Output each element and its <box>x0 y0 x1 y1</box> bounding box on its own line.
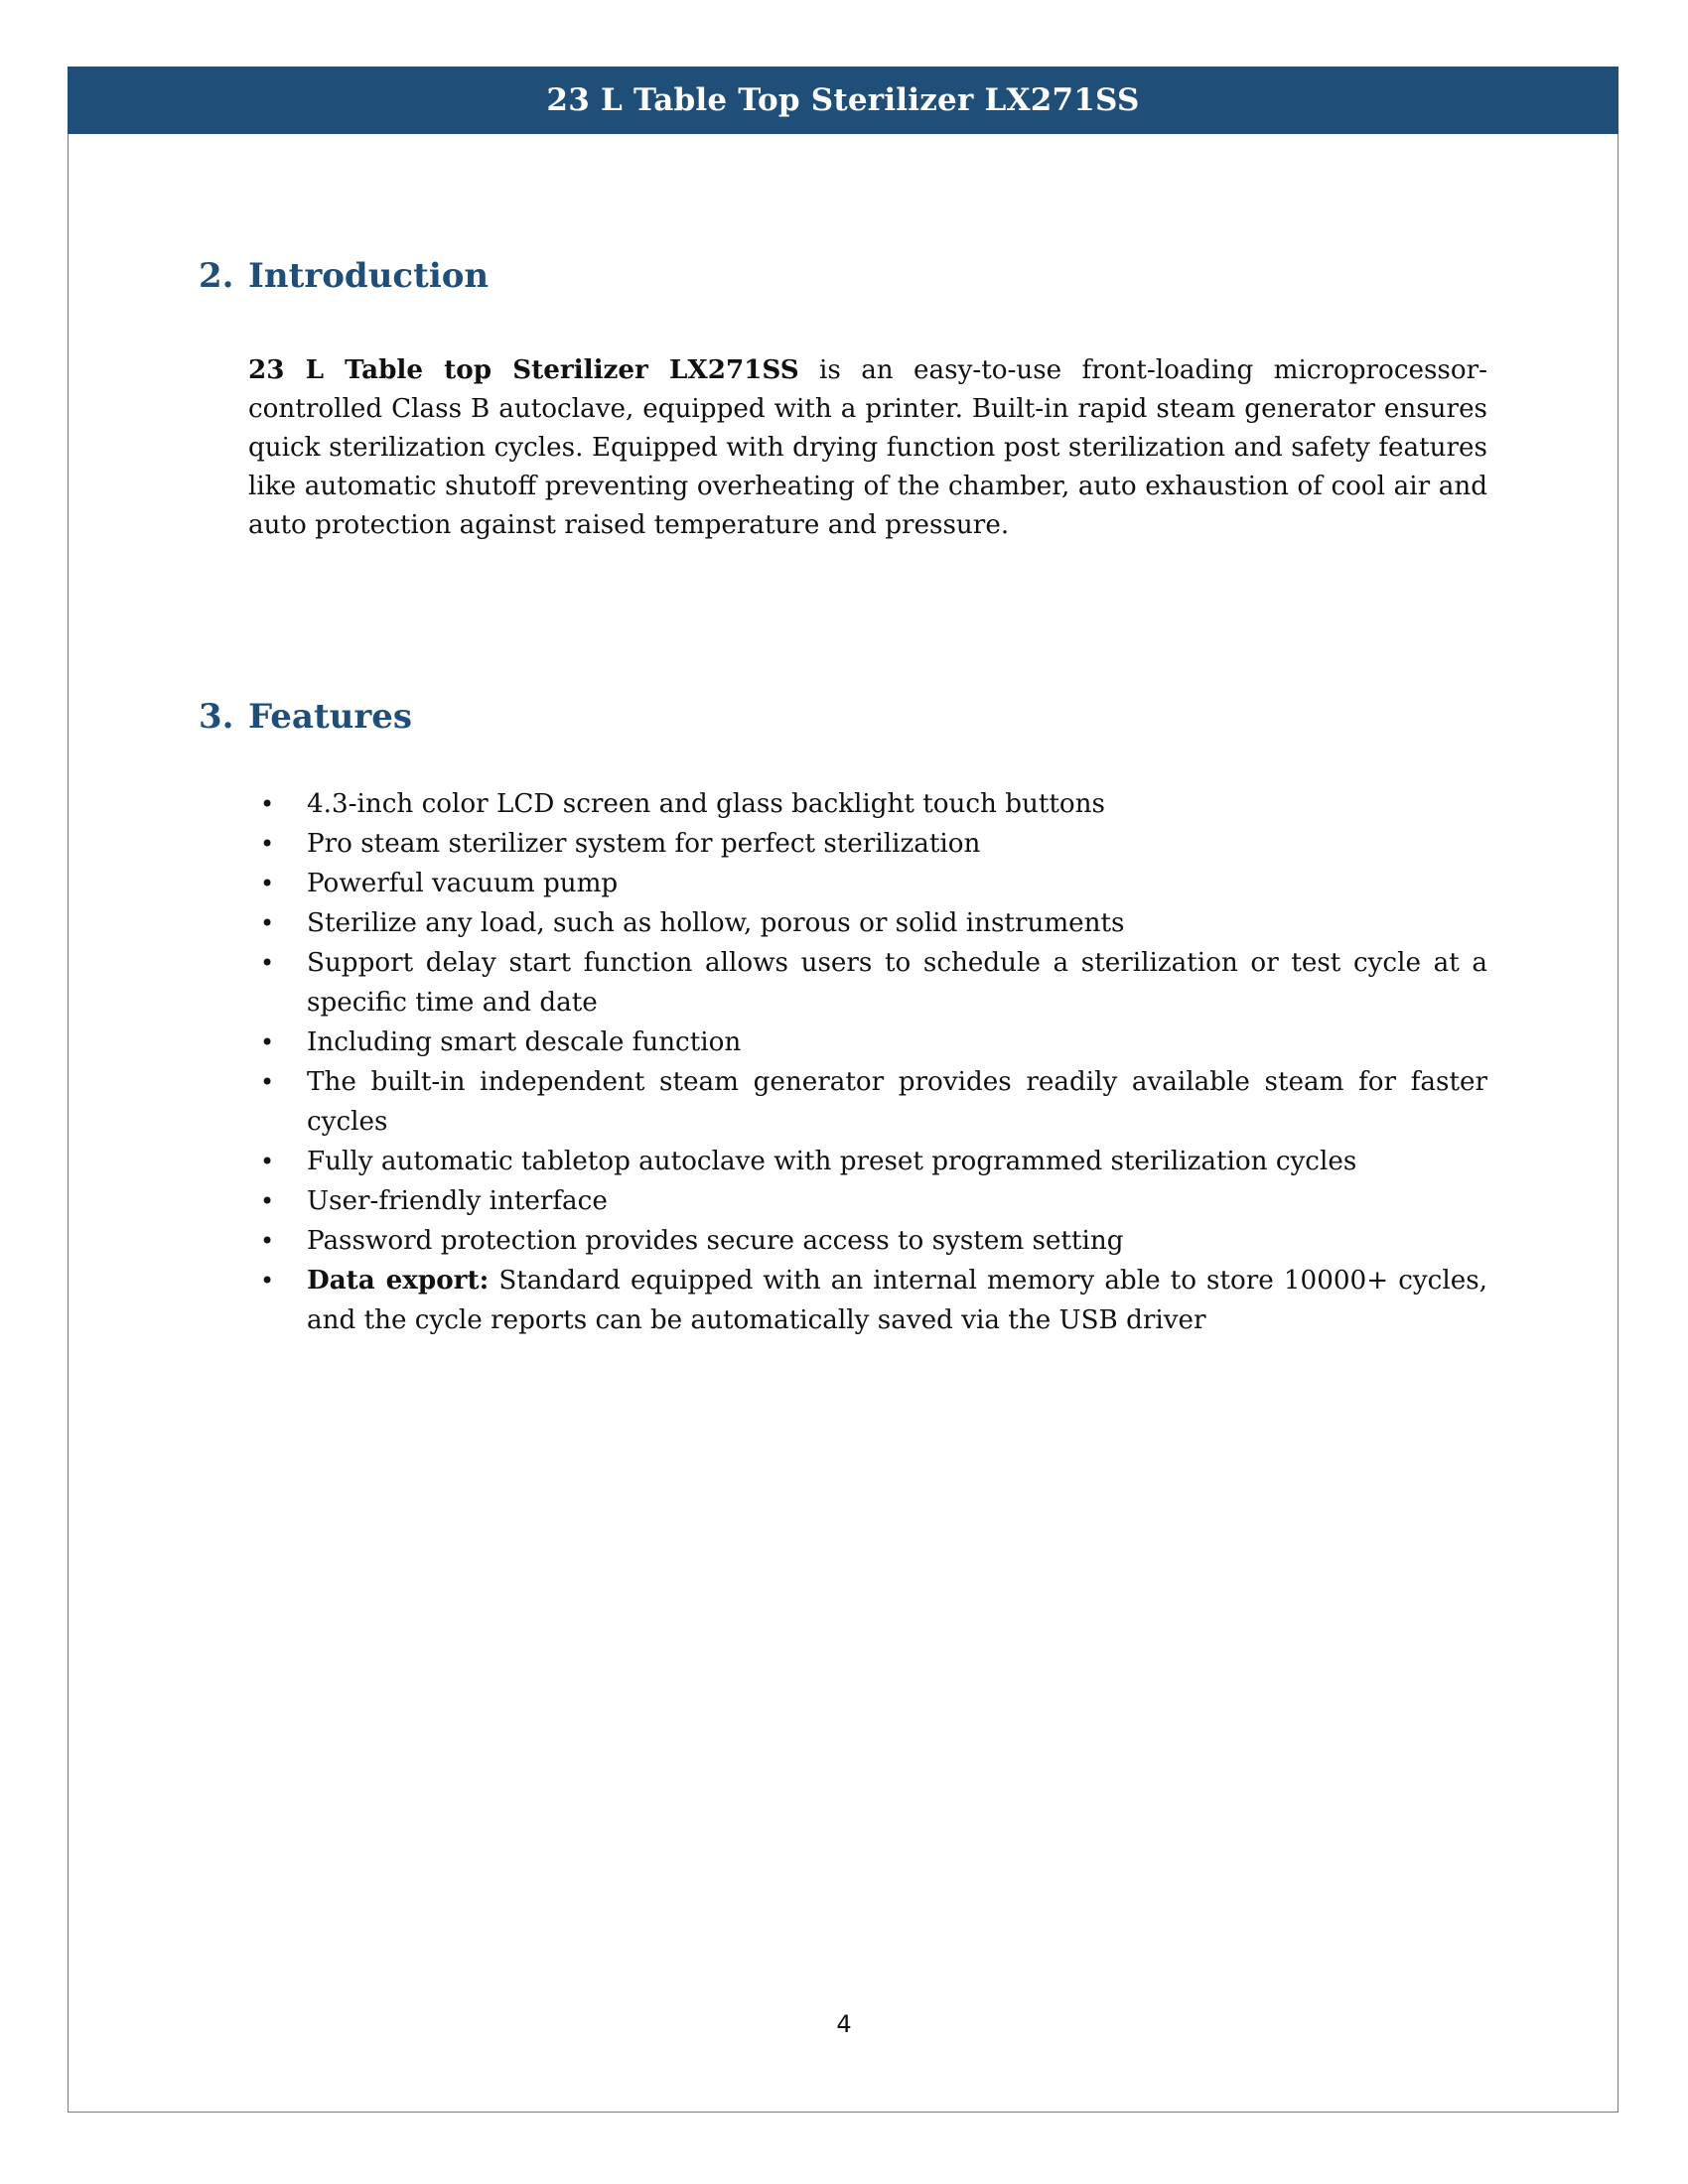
feature-item <box>248 864 1487 903</box>
feature-text: Support delay start function allows users to schedule a sterilization or test cycle at a specific time and date <box>307 948 1487 1018</box>
feature-text: Pro steam sterilizer system for perfect sterilization <box>307 829 981 859</box>
feature-text: Including smart descale function <box>307 1027 742 1057</box>
feature-text: Fully automatic tabletop autoclave with preset programmed sterilization cycles <box>307 1147 1357 1176</box>
bullet-icon: • <box>260 1267 275 1295</box>
features-number: 3. <box>199 697 234 737</box>
bullet-icon: • <box>260 870 275 897</box>
feature-item <box>248 824 1487 864</box>
document-title: 23 L Table Top Sterilizer LX271SS <box>546 82 1140 118</box>
feature-bold-label: Data export: <box>307 1265 490 1296</box>
features-heading <box>199 697 412 737</box>
introduction-title: Introduction <box>248 256 490 296</box>
bullet-icon: • <box>260 1148 275 1175</box>
bullet-icon: • <box>260 1227 275 1255</box>
feature-item <box>248 943 1487 1023</box>
features-title: Features <box>248 697 413 737</box>
feature-item <box>248 1221 1487 1261</box>
feature-item <box>248 1142 1487 1181</box>
feature-item <box>248 784 1487 824</box>
feature-text: The built-in independent steam generator provides readily available steam for faster cycles <box>307 1067 1487 1137</box>
introduction-text: is an easy-to-use front-loading microprocessor-controlled Class B autoclave, equipped with a printer. Built-in rapid steam generator ensures quick sterilization cycles. Equipped with drying function post sterilization and safety features like automatic shutoff preventing overheating of the chamber, auto exhaustion of cool air and auto protection against raised temperature and pressure. <box>248 355 1488 540</box>
introduction-paragraph <box>248 350 1487 545</box>
bullet-icon: • <box>260 1068 275 1096</box>
bullet-icon: • <box>260 1028 275 1056</box>
feature-text: 4.3-inch color LCD screen and glass backlight touch buttons <box>307 789 1105 819</box>
introduction-heading <box>199 256 489 296</box>
page-number: 4 <box>836 2010 852 2038</box>
bullet-icon: • <box>260 1187 275 1215</box>
feature-text: Powerful vacuum pump <box>307 869 619 898</box>
feature-item <box>248 903 1487 943</box>
feature-text: Sterilize any load, such as hollow, porous or solid instruments <box>307 908 1125 938</box>
bullet-icon: • <box>260 909 275 937</box>
feature-text: Standard equipped with an internal memory able to store 10000+ cycles, and the cycle reports can be automatically saved via the USB driver <box>307 1266 1487 1335</box>
introduction-number: 2. <box>199 256 234 296</box>
product-name: 23 L Table top Sterilizer LX271SS <box>248 354 799 385</box>
feature-item <box>248 1261 1487 1340</box>
feature-text: Password protection provides secure access to system setting <box>307 1226 1124 1256</box>
feature-item <box>248 1023 1487 1062</box>
bullet-icon: • <box>260 830 275 858</box>
feature-item <box>248 1181 1487 1221</box>
document-header <box>68 67 1618 134</box>
feature-item <box>248 1062 1487 1142</box>
feature-text: User-friendly interface <box>307 1186 608 1216</box>
bullet-icon: • <box>260 790 275 818</box>
bullet-icon: • <box>260 949 275 977</box>
features-list <box>248 784 1487 1340</box>
